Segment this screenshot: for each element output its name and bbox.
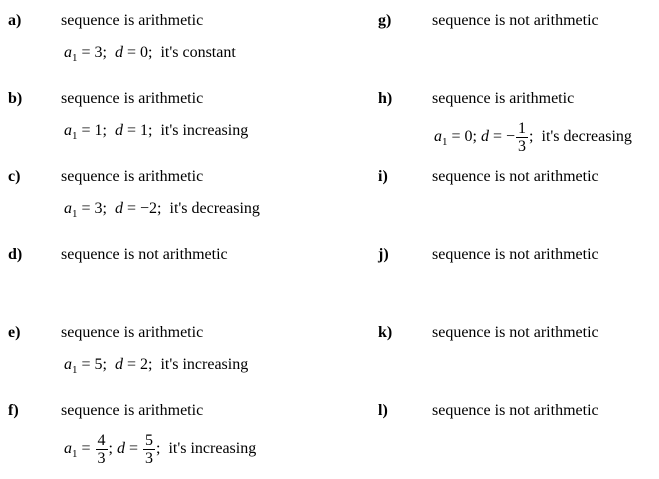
item-math-a: $a_1 = 3$; d = 0; it's constant [64,44,236,64]
item-math-f: $a_1$ = $\frac{4}{3}$ ; d = $\frac{5}{3}$ ; it's increasing [64,432,257,467]
item-statement-b: sequence is arithmetic [61,90,204,107]
item-statement-j: sequence is not arithmetic [432,246,599,263]
item-statement-k: sequence is not arithmetic [432,324,599,341]
item-label-d: d) [8,246,23,263]
item-label-j: j) [378,246,389,263]
item-label-f: f) [8,402,19,419]
item-math-b: $a_1 = 1$; d = 1; it's increasing [64,122,249,142]
item-math-h: $a_1 = 0$; d = − $\frac{1}{3}$ ; it's decreasing [434,120,632,155]
item-math-c: $a_1 = 3$; d = −2; it's decreasing [64,200,260,220]
item-statement-d: sequence is not arithmetic [61,246,228,263]
item-label-l: l) [378,402,388,419]
item-statement-e: sequence is arithmetic [61,324,204,341]
item-label-e: e) [8,324,21,341]
item-statement-a: sequence is arithmetic [61,12,204,29]
item-statement-c: sequence is arithmetic [61,168,204,185]
item-label-h: h) [378,90,393,107]
item-statement-g: sequence is not arithmetic [432,12,599,29]
item-statement-f: sequence is arithmetic [61,402,204,419]
item-label-c: c) [8,168,21,185]
item-statement-l: sequence is not arithmetic [432,402,599,419]
item-label-a: a) [8,12,22,29]
fraction-d: $\frac{5}{3}$ [145,432,154,467]
item-math-e: $a_1 = 5$; d = 2; it's increasing [64,356,249,376]
item-statement-h: sequence is arithmetic [432,90,575,107]
item-statement-i: sequence is not arithmetic [432,168,599,185]
item-label-b: b) [8,90,23,107]
item-label-g: g) [378,12,392,29]
fraction-d: $\frac{1}{3}$ [518,120,527,155]
fraction-a1: $\frac{4}{3}$ [97,432,106,467]
item-label-i: i) [378,168,388,185]
item-label-k: k) [378,324,393,341]
